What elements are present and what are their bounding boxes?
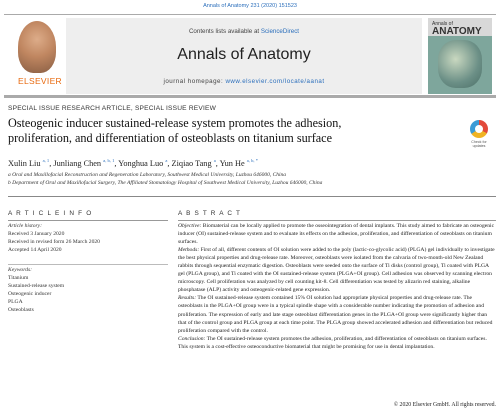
check-updates-icon — [470, 120, 488, 138]
keywords-divider — [8, 264, 168, 265]
author-affiliation-marker[interactable]: a, b, 1 — [103, 158, 115, 163]
elsevier-tree-icon — [18, 21, 56, 73]
author-name[interactable]: Junliang Chen — [53, 158, 102, 168]
history-item: Accepted 14 April 2020 — [8, 247, 62, 254]
keyword: Sustained-release system — [8, 283, 65, 290]
copyright-notice: © 2020 Elsevier GmbH. All rights reserved. — [393, 402, 496, 408]
author-affiliation-marker[interactable]: a — [213, 158, 216, 163]
journal-title[interactable]: Annals of Anatomy — [177, 46, 311, 63]
journal-cover-image[interactable] — [428, 18, 492, 94]
header-divider — [8, 196, 496, 197]
author-name[interactable]: Ziqiao Tang — [171, 158, 212, 168]
author-affiliation-marker[interactable]: a, 1 — [42, 158, 50, 163]
history-item: Received 3 January 2020 — [8, 231, 65, 238]
homepage-link[interactable]: www.elsevier.com/locate/aanat — [225, 78, 325, 85]
affiliation-b: b Department of Oral and Maxillofacial Surgery, The Affiliated Stomatology Hospital of Southwest Medical University, Luzhou 646000, China — [8, 180, 323, 186]
keywords-list — [8, 266, 64, 315]
journal-banner — [66, 18, 422, 94]
affiliation-a: a Oral and Maxillofacial Reconstruction and Regeneration Laboratory, Southwest Medical University, Luzhou 646000, China — [8, 172, 287, 178]
author-name[interactable]: Yun He — [219, 158, 245, 168]
cover-illustration — [438, 40, 482, 88]
article-title-line: Osteogenic inducer sustained-release system promotes the adhesion, — [8, 116, 342, 130]
journal-homepage — [66, 78, 422, 85]
abstract-body — [178, 222, 496, 351]
author-name[interactable]: Yonghua Luo — [118, 158, 164, 168]
journal-citation[interactable]: Annals of Anatomy 231 (2020) 151523 — [203, 3, 297, 9]
article-info-divider — [8, 220, 168, 221]
abstract-methods: Methods: First of all, different contents of OI solution were added to the poly (lactic-co-glycolic acid) (PLGA) gel individually to investigate the best physical properties and drug-release rate. Moreover, osteoblasts were isolated from the calvaria of two-month-old New Zealand rabbits through sequential enzymatic digestion. Osteoblasts were seeded onto the surface of Ti disks (control group), Ti coated with PLGA gel (PLGA group), and Ti coated with the OI sustained-release system (PLGA+OI group). Cell adhesion was observed by scanning electron microscopy. Cell proliferation was analyzed by cell counting kit-8. Cell differentiation was tested by alizarin red staining, alkaline phosphatase (ALP) activity and osteogenic-related gene expression. — [178, 247, 495, 294]
publisher-name: ELSEVIER — [18, 76, 62, 86]
article-type-label: SPECIAL ISSUE RESEARCH ARTICLE, SPECIAL ISSUE REVIEW — [8, 105, 217, 112]
keywords-label: Keywords: — [8, 267, 33, 273]
keyword: Titanium — [8, 275, 29, 282]
author-list: Xulin Liu $^{a, 1}$, Junliang Chen $^{a, b, 1}$, Yonghua Luo $^a$, Ziqiao Tang $^a$, Yun He $^{a, b, *}$ — [8, 158, 259, 168]
keyword: PLGA — [8, 299, 23, 306]
elsevier-logo[interactable] — [12, 21, 62, 91]
abstract-divider — [178, 220, 496, 221]
article-info-heading: A R T I C L E I N F O — [8, 210, 93, 217]
abstract-conclusion: Conclusion: The OI sustained-release system promotes the adhesion, proliferation, and differentiation of osteoblasts on titanium surfaces. This system is a cost-effective osteoconductive biomaterial that might be promising for use in dental implantation. — [178, 335, 487, 350]
contents-line — [66, 28, 422, 35]
article-title-line: proliferation, and differentiation of osteoblasts on titanium surface — [8, 131, 333, 145]
contents-prefix: Contents lists available at — [188, 28, 261, 35]
author-affiliation-marker[interactable]: a — [165, 158, 168, 163]
cover-anatomy-text: ANATOMY — [432, 26, 482, 37]
history-label: Article history: — [8, 223, 43, 229]
keyword: Osteogenic inducer — [8, 291, 52, 298]
check-updates-label: Check for updates — [471, 140, 487, 148]
article-history — [8, 222, 100, 254]
article-title — [8, 116, 428, 146]
sciencedirect-link[interactable]: ScienceDirect — [260, 28, 300, 35]
author-name[interactable]: Xulin Liu — [8, 158, 41, 168]
journal-header — [4, 14, 496, 98]
abstract-objective: Objective: Biomaterial can be locally applied to promote the osseointegration of dental implants. This study aimed to fabricate an osteogenic inducer (OI) sustained-release system and to evaluate its effects on the adhesion, proliferation, and differentiation of osteoblasts on titanium surfaces. — [178, 223, 495, 246]
check-for-updates-button[interactable] — [466, 120, 492, 150]
author-affiliation-marker[interactable]: a, b, * — [246, 158, 259, 163]
homepage-prefix: journal homepage: — [163, 78, 226, 85]
cover-annals-text: Annals of — [432, 21, 453, 27]
abstract-results: Results: The OI sustained-release system contained 15% OI solution had appropriate physical properties and drug-release rate. The osteoblasts in the PLGA+OI group were in a typical spindle shape with a considerable number indicating the promotion of adhesion and proliferation. The expression of early and late stage osteoblast differentiation genes in the PLGA+OI group were significantly higher than that of the control group and PLGA group at each time point. The PLGA group showed accelerated adhesion and differentiation but reduced proliferation compared with the control. — [178, 295, 493, 334]
keyword: Osteoblasts — [8, 307, 34, 314]
history-item: Received in revised form 26 March 2020 — [8, 239, 100, 246]
abstract-heading: A B S T R A C T — [178, 210, 242, 217]
